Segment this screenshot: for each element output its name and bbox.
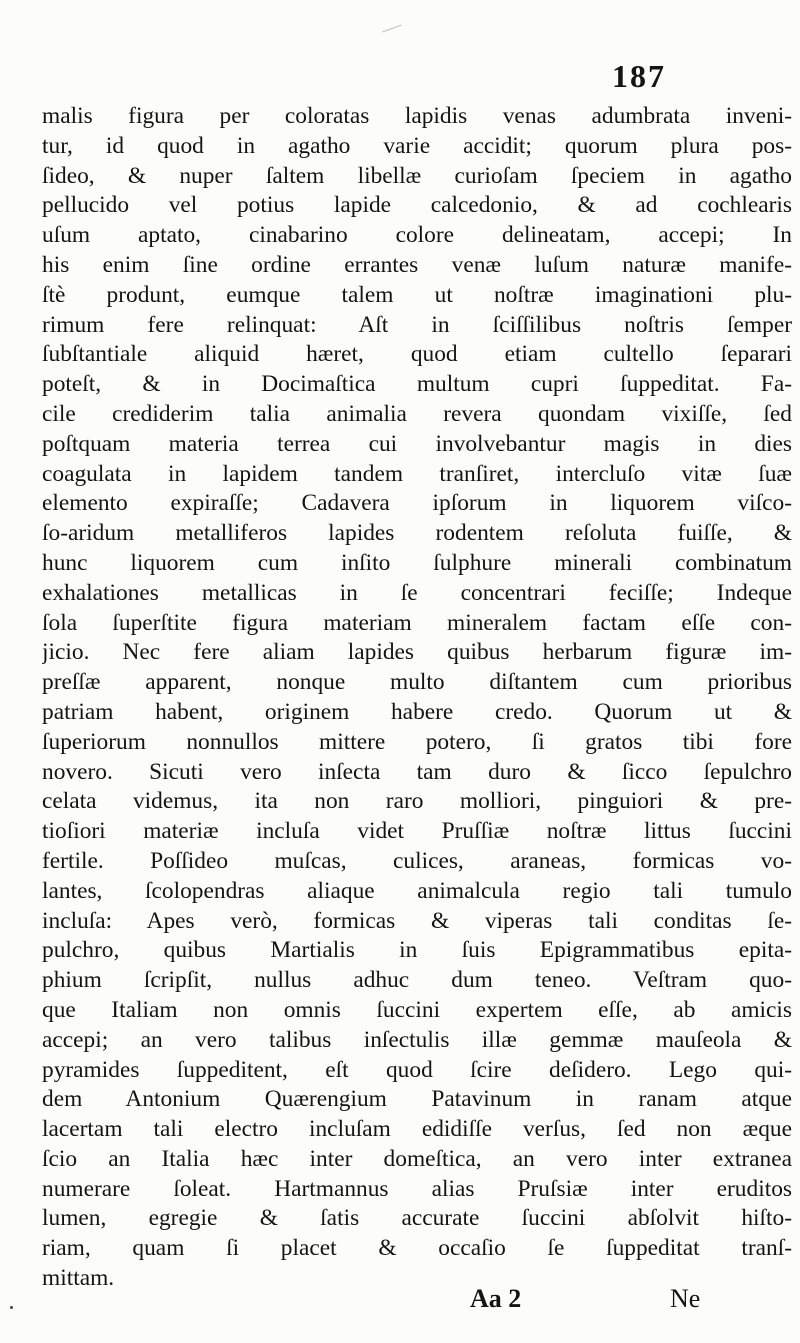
margin-mark [10,1306,13,1309]
text-line: ſuperiorum nonnullos mittere potero, ſi gratos tibi fore [42,728,792,755]
text-line: uſum aptato, cinabarino colore delineatam, accepi; In [42,222,792,249]
page-number: 187 [612,58,666,94]
text-line: ſola ſuperſtite figura materiam mineralem factam eſſe con- [42,609,792,636]
text-line: numerare ſoleat. Hartmannus alias Pruſsiæ inter eruditos [42,1175,792,1202]
text-line: elemento expiraſſe; Cadavera ipſorum in liquorem viſco- [42,490,792,517]
text-line: lacertam tali electro incluſam edidiſſe verſus, ſed non æque [42,1116,792,1143]
text-line: mittam. [42,1265,115,1292]
text-line: exhalationes metallicas in ſe concentrari feciſſe; Indeque [42,579,792,606]
text-line: ſtè produnt, eumque talem ut noſtræ imaginationi plu- [42,281,792,308]
text-line: malis figura per coloratas lapidis venas adumbrata inveni- [42,103,792,129]
text-line: poteſt, & in Docimaſtica multum cupri ſuppeditat. Fa- [42,371,792,398]
text-line: ſideo, & nuper ſaltem libellæ curioſam ſpeciem in agatho [42,162,792,189]
text-line: lantes, ſcolopendras aliaque animalcula regio tali tumulo [42,877,792,904]
text-line: que Italiam non omnis ſuccini expertem eſſe, ab amicis [42,996,792,1023]
text-line: patriam habent, originem habere credo. Quorum ut & [42,698,792,725]
text-line: ſcio an Italia hæc inter domeſtica, an vero inter extranea [42,1145,792,1172]
text-line: tioſiori materiæ incluſa videt Pruſſiæ noſtræ littus ſuccini [42,818,792,845]
text-line: incluſa: Apes verò, formicas & viperas tali conditas ſe- [42,907,792,934]
text-line: accepi; an vero talibus inſectulis illæ gemmæ mauſeola & [42,1026,792,1053]
catchword: Ne [670,1284,701,1313]
text-line: pellucido vel potius lapide calcedonio, & ad cochlearis [42,192,792,219]
text-line: fertile. Poſſideo muſcas, culices, araneas, formicas vo- [42,847,792,874]
text-line: lumen, egregie & ſatis accurate ſuccini abſolvit hiſto- [42,1205,792,1232]
text-line: ſo-aridum metalliferos lapides rodentem reſoluta fuiſſe, & [42,520,792,547]
text-line: cile crediderim talia animalia revera quondam vixiſſe, ſed [42,400,792,427]
text-line: novero. Sicuti vero inſecta tam duro & ſicco ſepulchro [42,758,792,785]
text-line: his enim ſine ordine errantes venæ luſum naturæ manife- [42,251,792,278]
text-line: ſubſtantiale aliquid hæret, quod etiam cultello ſeparari [42,341,792,368]
text-line: coagulata in lapidem tandem tranſiret, intercluſo vitæ ſuæ [42,460,792,487]
text-line: jicio. Nec fere aliam lapides quibus herbarum figuræ im- [42,639,792,666]
text-line: riam, quam ſi placet & occaſio ſe ſuppeditat tranſ- [42,1235,792,1262]
body-text [42,102,792,1294]
text-line: celata videmus, ita non raro molliori, pinguiori & pre- [42,788,792,815]
text-line: tur, id quod in agatho varie accidit; quorum plura pos- [42,132,792,159]
text-line: phium ſcripſit, nullus adhuc dum teneo. Veſtram quo- [42,967,792,994]
text-line: rimum fere relinquat: Aſt in ſciſſilibus noſtris ſemper [42,311,792,338]
text-line: pyramides ſuppeditent, eſt quod ſcire deſidero. Lego qui- [42,1056,792,1083]
signature-mark: Aa 2 [470,1284,522,1313]
page-footer [0,1284,800,1324]
text-line: preſſæ apparent, nonque multo diſtantem cum prioribus [42,669,792,696]
text-line: poſtquam materia terrea cui involvebantur magis in dies [42,430,792,457]
text-line: hunc liquorem cum inſito ſulphure minerali combinatum [42,549,792,576]
print-smudge [382,25,401,33]
text-line: dem Antonium Quærengium Patavinum in ranam atque [42,1086,792,1113]
text-line: pulchro, quibus Martialis in ſuis Epigrammatibus epita- [42,937,792,964]
